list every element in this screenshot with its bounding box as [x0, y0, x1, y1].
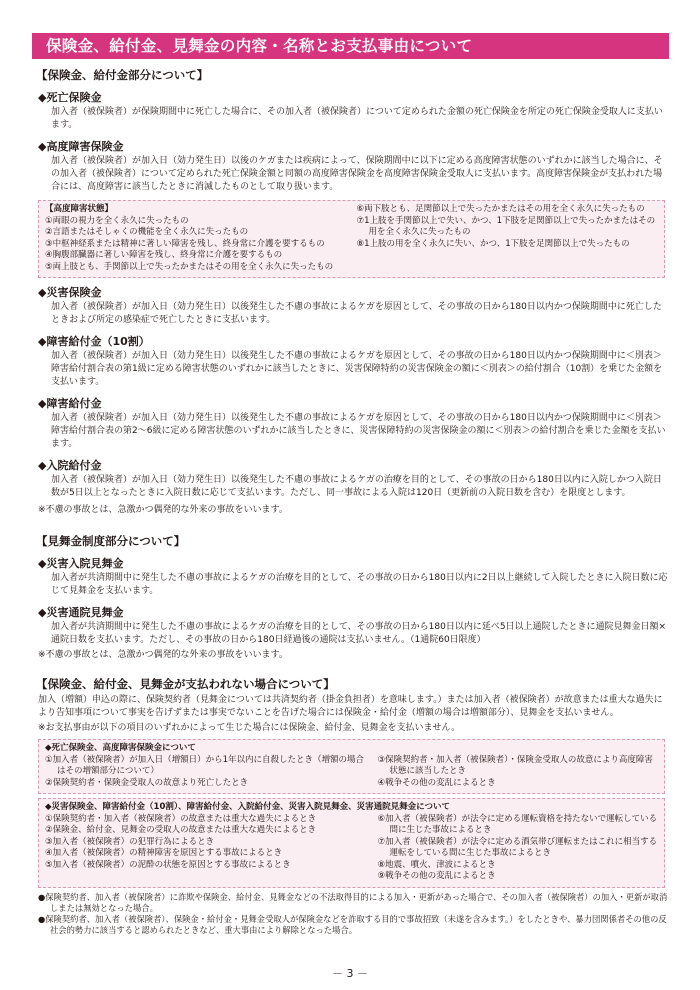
- list-item: ②保険契約者・保険金受取人の故意より死亡したとき: [45, 777, 249, 788]
- list-item: ①加入者（被保険者）が加入日（増額日）から1年以内に自殺したとき（増額の場合はその増額部分について）: [45, 754, 365, 776]
- list-item: ④胸腹部臓器に著しい障害を残し、終身常に介護を要するもの: [45, 250, 283, 260]
- accident-definition-note: ※不慮の事故とは、急激かつ偶発的な外来の事故をいいます。: [38, 505, 288, 515]
- section-title-insurance: 【保険金、給付金部分について】: [36, 68, 209, 82]
- list-item: ⑧1上肢の用を全く永久に失い、かつ、1下肢を足関節以上で失ったもの: [356, 238, 630, 249]
- list-item: ⑦1上肢を手関節以上で失い、かつ、1下肢を足関節以上で失ったかまたはその用を全く永久に失ったもの: [356, 215, 656, 237]
- disability-payment-heading: ◆障害給付金: [38, 397, 102, 410]
- exclusions-intro: 加入（増額）申込の際に、保険契約者（見舞金については共済契約者（掛金負担者）を意味します。）または加入者（被保険者）が故意または重大な過失により告知事項について事実を告げずまたは事実でないことを告げた場合には保険金・給付金（増額の場合は増額部分）、見舞金を支払いません。: [38, 695, 663, 718]
- disability-states-title: 【高度障害状態】: [45, 204, 114, 214]
- exclusions-accident-title: ◆災害保険金、障害給付金（10割）、障害給付金、入院給付金、災害入院見舞金、災害通院見舞金について: [45, 802, 450, 812]
- death-benefit-text: 加入者（被保険者）が保険期間中に死亡した場合に、その加入者（被保険者）について定められた金額の死亡保険金を所定の死亡保険金受取人に支払います。: [51, 107, 663, 130]
- death-benefit-heading: ◆死亡保険金: [38, 91, 102, 104]
- disability-payment-10-heading: ◆障害給付金（10割）: [38, 335, 150, 348]
- list-item: ⑤加入者（被保険者）の泥酔の状態を原因とする事故によるとき: [45, 859, 291, 870]
- list-item: ③保険契約者・加入者（被保険者）・保険金受取人の故意により高度障害状態に該当したとき: [377, 754, 653, 776]
- page-number: － 3 －: [332, 967, 368, 980]
- exclusions-lead: ※お支払事由が以下の項目のいずれかによって生じた場合には保険金、給付金、見舞金を支払いません。: [38, 723, 461, 733]
- list-item: ④戦争その他の変乱によるとき: [377, 777, 496, 788]
- disability-states-left: [45, 204, 347, 273]
- list-item: ⑧地震、噴火、津波によるとき: [377, 859, 496, 870]
- hospital-benefit-text: 加入者（被保険者）が加入日（効力発生日）以後発生した不慮の事故によるケガの治療を目的として、その事故の日から180日以内に入院しかつ入院日数が5日以上となったときに入院日数に応じて支払います。ただし、同一事故による入院は120日（更新前の入院日数を含む）を限度とします。: [51, 475, 662, 498]
- bullet-item: ●保険契約者、加入者（被保険者）に詐欺や保険金、給付金、見舞金などの不法取得目的による加入・更新があった場合で、その加入者（被保険者）の加入・更新が取消しまたは無効となった場合。: [38, 891, 668, 913]
- exclusions-death-right: [368, 755, 658, 790]
- list-item: ③中枢神経系または精神に著しい障害を残し、終身常に介護を要するもの: [45, 238, 325, 249]
- disability-states-box: [38, 200, 665, 278]
- disability-benefit-text: 加入者（被保険者）が加入日（効力発生日）以後のケガまたは疾病によって、保険期間中に以下に定める高度障害状態のいずれかに該当した場合に、その加入者（被保険者）について定められた死亡保険金額と同額の高度障害保険金を高度障害保険金受取人に支払います。高度障害保険金が支払われた場合には、高度障害に該当したときに消滅したものとして取り扱います。: [51, 156, 663, 192]
- exclusions-death-title: ◆死亡保険金、高度障害保険金について: [45, 743, 196, 753]
- section-title-exclusions: 【保険金、給付金、見舞金が支払われない場合について】: [36, 677, 335, 691]
- exclusions-accident-box: [38, 798, 665, 888]
- list-item: ⑨戦争その他の変乱によるとき: [377, 871, 496, 881]
- exclusions-death-left: [45, 755, 368, 790]
- list-item: ②保険金、給付金、見舞金の受取人の故意または重大な過失によるとき: [45, 825, 317, 835]
- section-title-mimai: 【見舞金制度部分について】: [36, 534, 186, 548]
- exclusions-death-box: [38, 739, 665, 794]
- accident-benefit-text: 加入者（被保険者）が加入日（効力発生日）以後発生した不慮の事故によるケガを原因として、その事故の日から180日以内かつ保険期間中に死亡したときおよび所定の感染症で死亡したときに支払います。: [51, 302, 662, 325]
- mimai-accident-note: ※不慮の事故とは、急激かつ偶発的な外来の事故をいいます。: [38, 650, 288, 660]
- bullet-item: ●保険契約者、加入者（被保険者）、保険金・給付金・見舞金受取人が保険金などを詐取する目的で事故招致（未遂を含みます。）をしたときや、暴力団関係者その他の反社会的勢力に該当すると認められたときなど、重大事由により解除となった場合。: [38, 913, 667, 935]
- page-title-banner: 保険金、給付金、見舞金の内容・名称とお支払事由について: [32, 33, 669, 59]
- hospital-benefit-heading: ◆入院給付金: [38, 459, 102, 472]
- mimai-outpatient-text: 加入者が共済期間中に発生した不慮の事故によるケガの治療を目的として、その事故の日から180日以内に延べ5日以上通院したときに通院見舞金日額×通院日数を支払います。ただし、その事故の日から180日経過後の通院は支払いません。（1通院60日限度）: [51, 622, 667, 645]
- mimai-outpatient-heading: ◆災害通院見舞金: [38, 606, 124, 619]
- list-item: ②言語またはそしゃくの機能を全く永久に失ったもの: [45, 227, 249, 237]
- list-item: ⑥加入者（被保険者）が法令に定める運転資格を持たないで運転している間に生じた事故によるとき: [377, 813, 658, 835]
- page-content: [32, 33, 669, 936]
- disability-states-right: [347, 204, 659, 273]
- disability-payment-text: 加入者（被保険者）が加入日（効力発生日）以後発生した不慮の事故によるケガを原因として、その事故の日から180日以内かつ保険期間中に＜別表＞障害給付割合表の第2～6級に定める障害状態のいずれかに該当したときに、災害保障特約の災害保険金の額に＜別表＞の給付割合を乗じた金額を支払います。: [51, 413, 666, 449]
- disability-payment-10-text: 加入者（被保険者）が加入日（効力発生日）以後発生した不慮の事故によるケガを原因として、その事故の日から180日以内かつ保険期間中に＜別表＞障害給付割合表の第1級に定める障害状態のいずれかに該当したときに、災害保障特約の災害保険金の額に＜別表＞の給付割合（10割）を乗じた金額を支払います。: [51, 351, 663, 387]
- accident-benefit-heading: ◆災害保険金: [38, 286, 102, 299]
- list-item: ⑥両下肢とも、足関節以上で失ったかまたはその用を全く永久に失ったもの: [356, 204, 645, 214]
- list-item: ⑦加入者（被保険者）が法令に定める酒気帯び運転またはこれに相当する運転をしている間に生じた事故によるとき: [377, 836, 658, 858]
- exclusions-bullets: [38, 892, 669, 936]
- list-item: ①両眼の視力を全く永久に失ったもの: [45, 215, 189, 226]
- exclusions-accident-right: [368, 814, 658, 883]
- exclusions-accident-left: [45, 814, 368, 883]
- mimai-hospital-text: 加入者が共済期間中に発生した不慮の事故によるケガの治療を目的として、その事故の日から180日以内に2日以上継続して入院したときに入院日数に応じて見舞金を支払います。: [51, 573, 668, 596]
- mimai-hospital-heading: ◆災害入院見舞金: [38, 557, 124, 570]
- list-item: ⑤両上肢とも、手関節以上で失ったかまたはその用を全く永久に失ったもの: [45, 261, 334, 272]
- disability-benefit-heading: ◆高度障害保険金: [38, 140, 124, 153]
- list-item: ④加入者（被保険者）の精神障害を原因とする事故によるとき: [45, 848, 283, 858]
- list-item: ③加入者（被保険者）の犯罪行為によるとき: [45, 836, 215, 847]
- list-item: ①保険契約者・加入者（被保険者）の故意または重大な過失によるとき: [45, 813, 317, 824]
